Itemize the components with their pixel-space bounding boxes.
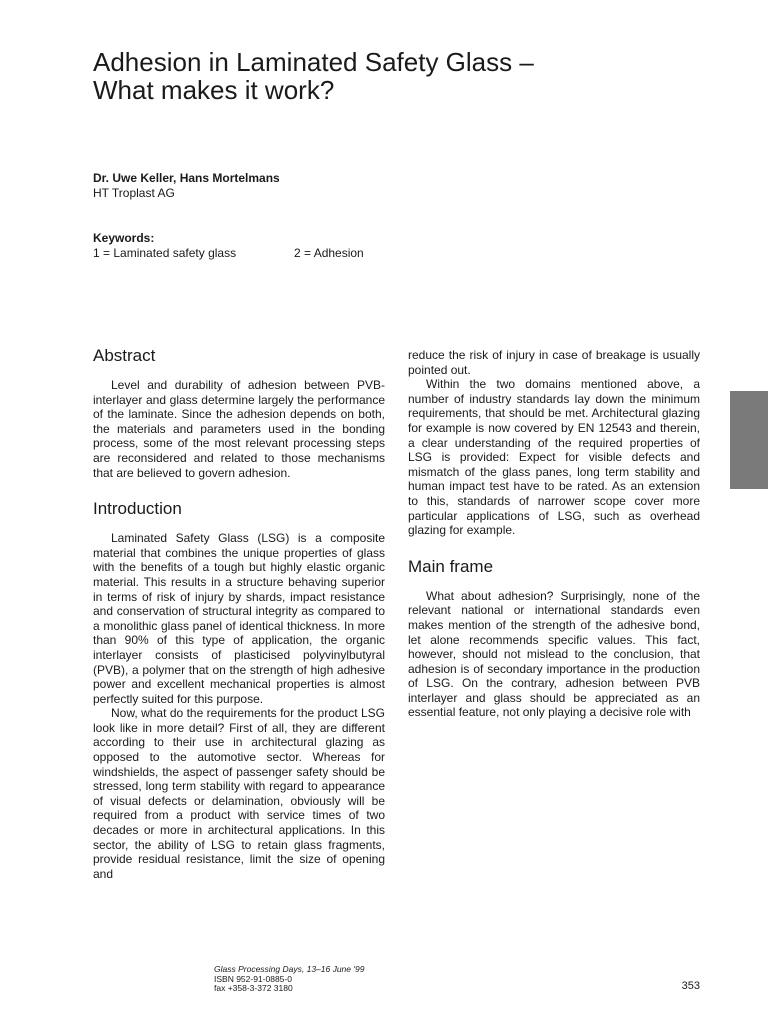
footer-conference: Glass Processing Days, 13–16 June '99	[214, 964, 365, 974]
keyword-1: 1 = Laminated safety glass	[93, 246, 237, 260]
introduction-paragraph-2: Now, what do the requirements for the product LSG look like in more detail? First of all, they are different according to their use in architectural glazing as opposed to the automotive sector. Whereas for windshields, the aspect of passenger safety should be stressed, long term stability with regard to appearance of visual defects or delamination, obviously will be required from a product with service times of two decades or more in architectural applications. In this sector, the ability of LSG to retain glass fragments, provide residual resistance, limit the size of opening and	[93, 706, 385, 881]
footer-isbn: ISBN 952-91-0885-0	[214, 973, 292, 984]
introduction-paragraph-1: Laminated Safety Glass (LSG) is a composite material that combines the unique properties of glass with the benefits of a tough but highly elastic organic material. This results in a structure behaving superior in terms of risk of injury by shards, impact resistance and conservation of structural integrity as compared to a monolithic glass panel of identical thickness. In more than 90% of this type of application, the organic interlayer consists of plasticised polyvinylbutyral (PVB), a polymer that on the strength of high adhesive power and excellent mechanical properties is almost perfectly suited for this purpose.	[93, 531, 385, 706]
paper-title-line-1: Adhesion in Laminated Safety Glass –	[93, 47, 534, 77]
section-tab-marker	[730, 391, 768, 489]
affiliation: HT Troplast AG	[93, 186, 175, 200]
introduction-heading: Introduction	[93, 499, 182, 519]
left-column	[93, 346, 385, 881]
introduction-paragraph-2-continued: reduce the risk of injury in case of breakage is usually pointed out.	[408, 348, 700, 377]
paper-title-line-2: What makes it work?	[93, 75, 335, 105]
page-number: 353	[681, 980, 700, 992]
footer-fax: fax +358-3-372 3180	[214, 983, 293, 993]
right-column	[408, 348, 700, 720]
authors: Dr. Uwe Keller, Hans Mortelmans	[93, 171, 280, 185]
keyword-2: 2 = Adhesion	[294, 246, 364, 260]
main-frame-heading: Main frame	[408, 556, 494, 576]
abstract-paragraph: Level and durability of adhesion between PVB-interlayer and glass determine largely the performance of the laminate. Since the adhesion depends on both, the materials and parameters used in the bonding process, some of the most relevant processing steps are reconsidered and related to those mechanisms that are believed to govern adhesion.	[93, 378, 385, 480]
paper-title	[93, 48, 693, 104]
introduction-paragraph-3: Within the two domains mentioned above, a number of industry standards lay down the minimum requirements, that should be met. Architectural glazing for example is now covered by EN 12543 and therein, a clear understanding of the required properties of LSG is provided: Expect for visible defects and mismatch of the glass panes, long term stability and human impact test have to be rated. As an extension to this, standards of narrower scope cover more particular applications of LSG, such as overhead glazing for example.	[408, 377, 700, 538]
keywords-label: Keywords:	[93, 231, 155, 245]
abstract-heading: Abstract	[93, 346, 156, 365]
footer	[214, 965, 364, 994]
main-frame-paragraph-1: What about adhesion? Surprisingly, none of the relevant national or international standards even makes mention of the strength of the adhesive bond, let alone recommends specific values. This fact, however, should not mislead to the conclusion, that adhesion is of secondary importance in the production of LSG. On the contrary, adhesion between PVB interlayer and glass should be appreciated as an essential feature, not only playing a decisive role with	[408, 588, 700, 720]
